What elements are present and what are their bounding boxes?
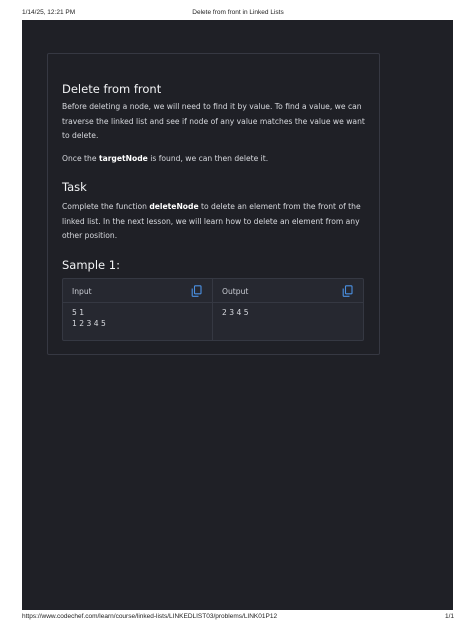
sample-box <box>62 278 364 341</box>
input-label: Input <box>72 287 92 296</box>
input-line: 5 1 <box>72 308 85 317</box>
sample-input-header <box>63 279 212 303</box>
found-paragraph <box>62 152 367 167</box>
sample-heading: Sample 1: <box>62 258 120 272</box>
print-url: https://www.codechef.com/learn/course/linked-lists/LINKEDLIST03/problems/LINK01P12 <box>22 613 278 620</box>
print-page-number: 1/1 <box>444 613 454 620</box>
problem-card <box>47 53 380 355</box>
task-suffix: to delete an element from the front of the linked list. In the next lesson, we will learn how to delete an element from any other position. <box>62 202 361 240</box>
found-prefix: Once the <box>62 154 99 163</box>
copy-icon[interactable] <box>342 285 353 297</box>
task-heading: Task <box>62 180 87 194</box>
input-line: 1 2 3 4 5 <box>72 319 106 328</box>
print-page-title: Delete from front in Linked Lists <box>192 9 284 16</box>
found-suffix: is found, we can then delete it. <box>147 154 269 163</box>
delete-node-term: deleteNode <box>149 202 199 211</box>
problem-intro: Before deleting a node, we will need to find it by value. To find a value, we can traverse the linked list and see if node of any value matches the value we want to delete. <box>62 102 365 140</box>
sample-input-value <box>72 307 106 329</box>
task-paragraph <box>62 200 367 244</box>
sample-output-header <box>213 279 363 303</box>
sample-output-column <box>213 279 363 340</box>
print-datetime: 1/14/25, 12:21 PM <box>22 9 76 16</box>
task-prefix: Complete the function <box>62 202 150 211</box>
copy-icon[interactable] <box>191 285 202 297</box>
output-label: Output <box>222 287 249 296</box>
sample-input-column <box>63 279 213 340</box>
sample-output-value <box>222 307 249 318</box>
print-header <box>22 9 454 19</box>
target-node-term: targetNode <box>98 154 148 163</box>
output-line: 2 3 4 5 <box>222 308 249 317</box>
page-background <box>22 20 453 610</box>
problem-title: Delete from front <box>62 82 162 96</box>
print-footer <box>22 613 454 623</box>
